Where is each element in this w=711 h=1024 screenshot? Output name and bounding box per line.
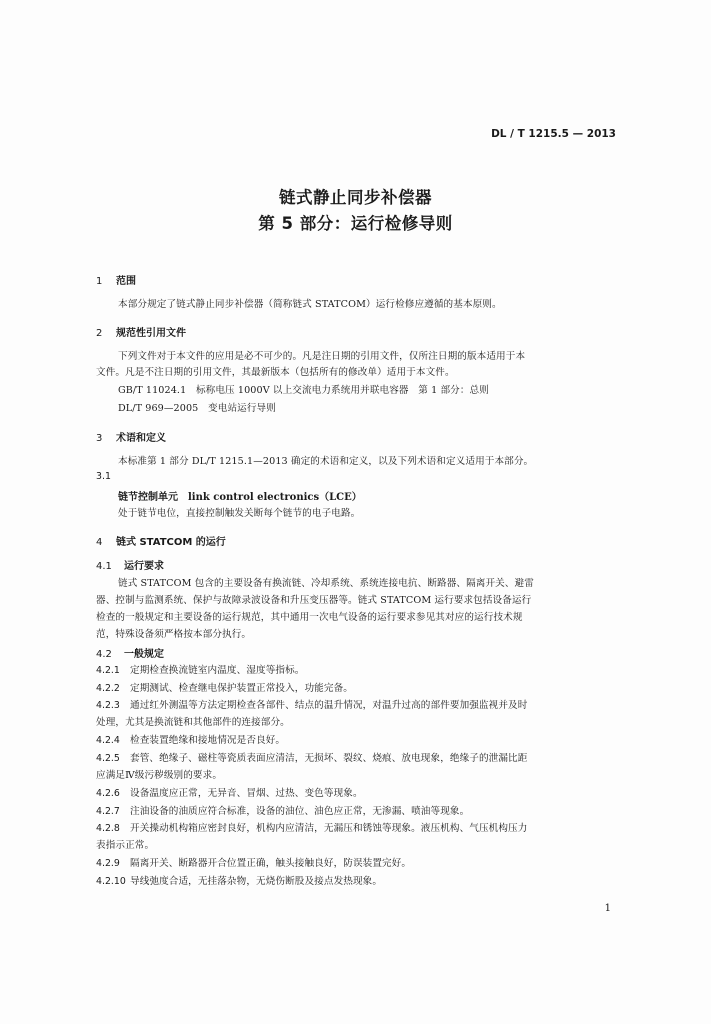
section-4-title: 链式 STATCOM 的运行 (116, 537, 226, 548)
clause-4-2-3-line2: 处理，尤其是换流链和其他部件的连接部分。 (96, 717, 290, 728)
clause-text: 定期测试、检查继电保护装置正常投入，功能完备。 (130, 683, 353, 694)
section-2-paragraph-line2: 文件。凡是不注日期的引用文件，其最新版本（包括所有的修改单）适用于本文件。 (96, 367, 455, 378)
subsection-4-1-line1: 链式 STATCOM 包含的主要设备有换流链、冷却系统、系统连接电抗、断路器、隔离开关、避雷 (118, 578, 534, 589)
clause-text: 通过红外测温等方法定期检查各部件、结点的温升情况，对温升过高的部件要加强监视并及时 (130, 700, 528, 711)
subsection-4-1-number: 4.1 (96, 561, 112, 572)
document-title-line2: 第 5 部分：运行检修导则 (258, 214, 453, 233)
clause-text: 检查装置绝缘和接地情况是否良好。 (130, 735, 286, 746)
subsection-4-2-heading (96, 645, 164, 660)
section-2-number: 2 (96, 328, 103, 339)
section-3-paragraph: 本标准第 1 部分 DL/T 1215.1—2013 确定的术语和定义，以及下列术语和定义适用于本部分。 (118, 456, 534, 467)
subsection-4-2-number: 4.2 (96, 649, 112, 660)
section-1-number: 1 (96, 276, 103, 287)
section-1-title: 范围 (116, 276, 136, 287)
section-2-heading (96, 324, 186, 339)
reference-item-1: GB/T 11024.1 标称电压 1000V 以上交流电力系统用并联电容器 第 1 部分：总则 (118, 385, 489, 396)
section-2-paragraph-line1: 下列文件对于本文件的应用是必不可少的。凡是注日期的引用文件，仅所注日期的版本适用于本 (118, 351, 526, 362)
clause-4-2-5-line2: 应满足Ⅳ级污秽级别的要求。 (96, 770, 223, 781)
clause-4-2-8 (96, 820, 527, 834)
subsection-4-1-line2: 器、控制与监测系统、保护与故障录波设备和升压变压器等。链式 STATCOM 运行要求包括设备运行 (96, 595, 532, 606)
clause-4-2-9 (96, 855, 411, 869)
clause-4-2-5 (96, 750, 527, 764)
clause-number: 4.2.4 (96, 735, 120, 746)
clause-text: 套管、绝缘子、磁柱等瓷质表面应清洁，无损坏、裂纹、烧痕、放电现象，绝缘子的泄漏比距 (130, 753, 528, 764)
clause-text: 开关操动机构箱应密封良好，机构内应清洁，无漏压和锈蚀等现象。液压机构、气压机构压力 (130, 823, 528, 834)
subsection-4-1-heading (96, 557, 164, 572)
section-3-number: 3 (96, 433, 103, 444)
section-1-paragraph: 本部分规定了链式静止同步补偿器（简称链式 STATCOM）运行检修应遵循的基本原则。 (118, 299, 502, 310)
section-4-number: 4 (96, 537, 103, 548)
subsection-4-2-title: 一般规定 (124, 649, 164, 660)
section-3-title: 术语和定义 (116, 433, 166, 444)
clause-text: 导线弛度合适，无挂落杂物，无烧伤断股及接点发热现象。 (130, 876, 383, 887)
clause-text: 注油设备的油质应符合标准，设备的油位、油色应正常，无渗漏、喷油等现象。 (130, 806, 470, 817)
section-3-heading (96, 429, 166, 444)
clause-4-2-1 (96, 662, 305, 676)
section-1-heading (96, 272, 136, 287)
clause-text: 定期检查换流链室内温度、湿度等指标。 (130, 665, 305, 676)
clause-4-2-8-line2: 表指示正常。 (96, 840, 155, 851)
subsection-3-1-number: 3.1 (96, 471, 111, 482)
clause-number: 4.2.10 (96, 876, 126, 887)
clause-number: 4.2.2 (96, 683, 120, 694)
reference-item-2: DL/T 969—2005 变电站运行导则 (118, 403, 276, 414)
clause-number: 4.2.1 (96, 665, 120, 676)
page-number: 1 (604, 903, 611, 914)
subsection-4-1-line4: 范，特殊设备须严格按本部分执行。 (96, 629, 252, 640)
subsection-4-1-line3: 检查的一般规定和主要设备的运行规范，其中通用一次电气设备的运行要求参见其对应的运行技术规 (96, 612, 523, 623)
clause-4-2-2 (96, 680, 353, 694)
clause-text: 隔离开关、断路器开合位置正确，触头接触良好，防误装置完好。 (130, 858, 412, 869)
term-lce: 链节控制单元 link control electronics（LCE） (118, 492, 362, 503)
clause-number: 4.2.5 (96, 753, 120, 764)
section-2-title: 规范性引用文件 (116, 328, 186, 339)
clause-number: 4.2.9 (96, 858, 120, 869)
subsection-4-1-title: 运行要求 (124, 561, 164, 572)
clause-number: 4.2.7 (96, 806, 120, 817)
term-lce-definition: 处于链节电位，直接控制触发关断每个链节的电子电路。 (118, 508, 361, 519)
section-4-heading (96, 533, 226, 548)
standard-code: DL / T 1215.5 — 2013 (491, 128, 616, 140)
clause-4-2-3 (96, 697, 527, 711)
clause-number: 4.2.8 (96, 823, 120, 834)
clause-4-2-7 (96, 803, 469, 817)
clause-number: 4.2.6 (96, 788, 120, 799)
clause-4-2-10 (96, 873, 382, 887)
clause-4-2-6 (96, 785, 363, 799)
document-title-line1: 链式静止同步补偿器 (279, 188, 432, 207)
clause-number: 4.2.3 (96, 700, 120, 711)
clause-text: 设备温度应正常，无异音、冒烟、过热、变色等现象。 (130, 788, 363, 799)
clause-4-2-4 (96, 732, 285, 746)
